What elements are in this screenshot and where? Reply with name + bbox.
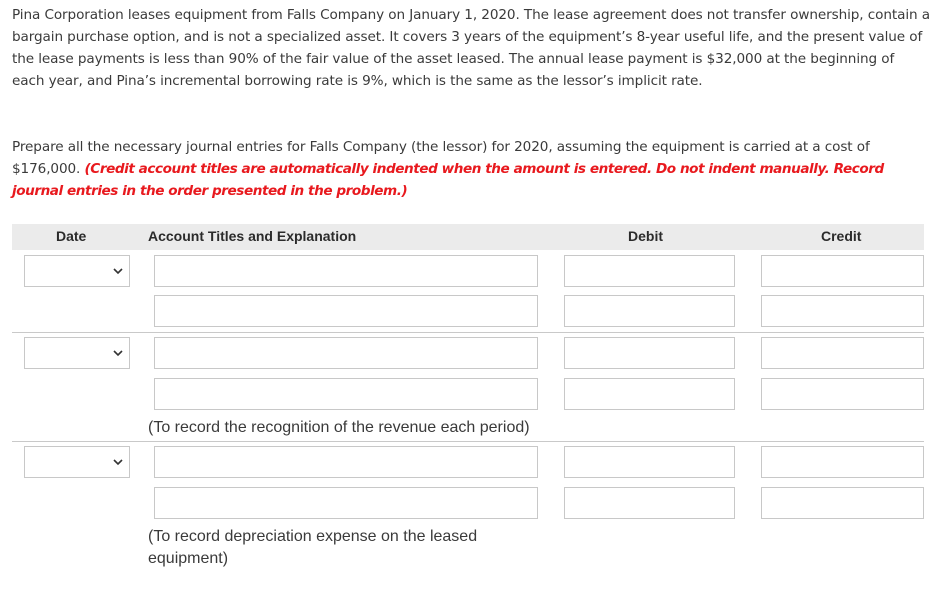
account-input-entry-2-line-2[interactable] — [154, 378, 538, 410]
date-select-entry-1[interactable] — [24, 255, 130, 287]
account-input-entry-3-line-1[interactable] — [154, 446, 538, 478]
debit-input-entry-1-line-2[interactable] — [564, 295, 735, 327]
debit-input-entry-3-line-1[interactable] — [564, 446, 735, 478]
credit-input-entry-2-line-1[interactable] — [761, 337, 924, 369]
problem-statement: Pina Corporation leases equipment from Falls Company on January 1, 2020. The lease agreement does not transfer ownership, contain a bargain purchase option, and is not a specialized asset. It covers 3 years of the equipment’s 8-year useful life, and the present value of the lease payments is less than 90% of the fair value of the asset leased. The annual lease payment is $32,000 at the beginning of each year, and Pina’s incremental borrowing rate is 9%, which is the same as the lessor’s implicit rate. — [12, 7, 930, 89]
chevron-down-icon — [112, 347, 124, 359]
credit-input-entry-3-line-2[interactable] — [761, 487, 924, 519]
credit-column-header: Credit — [821, 228, 862, 244]
debit-input-entry-1-line-1[interactable] — [564, 255, 735, 287]
account-column-header: Account Titles and Explanation — [148, 228, 357, 244]
date-select-entry-2[interactable] — [24, 337, 130, 369]
credit-input-entry-1-line-2[interactable] — [761, 295, 924, 327]
debit-column-header: Debit — [628, 228, 663, 244]
debit-input-entry-2-line-2[interactable] — [564, 378, 735, 410]
instruction-note: (Credit account titles are automatically indented when the amount is entered. Do not indent manually. Record journal entries in the order presented in the problem.) — [12, 161, 884, 199]
entry-explanation-depreciation: (To record depreciation expense on the leased equipment) — [148, 528, 478, 567]
entry-divider — [12, 441, 924, 442]
debit-input-entry-2-line-1[interactable] — [564, 337, 735, 369]
entry-divider — [12, 332, 924, 333]
date-select-entry-3[interactable] — [24, 446, 130, 478]
account-input-entry-3-line-2[interactable] — [154, 487, 538, 519]
account-input-entry-2-line-1[interactable] — [154, 337, 538, 369]
instruction-text: Prepare all the necessary journal entries for Falls Company (the lessor) for 2020, assuming the equipment is carried at a cost of $176,000. — [12, 139, 870, 177]
chevron-down-icon — [112, 456, 124, 468]
date-column-header: Date — [56, 228, 87, 244]
journal-table-header — [12, 224, 924, 250]
chevron-down-icon — [112, 265, 124, 277]
instructions — [12, 136, 930, 202]
account-input-entry-1-line-1[interactable] — [154, 255, 538, 287]
credit-input-entry-2-line-2[interactable] — [761, 378, 924, 410]
credit-input-entry-1-line-1[interactable] — [761, 255, 924, 287]
entry-explanation-revenue: (To record the recognition of the revenue each period) — [148, 419, 530, 436]
account-input-entry-1-line-2[interactable] — [154, 295, 538, 327]
debit-input-entry-3-line-2[interactable] — [564, 487, 735, 519]
credit-input-entry-3-line-1[interactable] — [761, 446, 924, 478]
